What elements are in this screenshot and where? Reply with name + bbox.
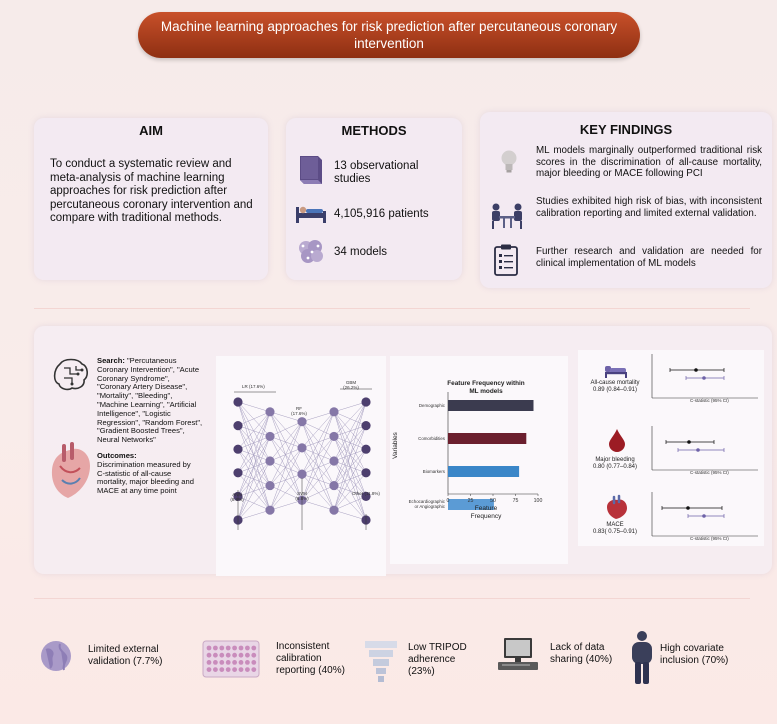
nn-node [297,470,306,479]
category-label: or Angiographic [414,504,445,509]
nn-edge [334,461,366,473]
plate-well [245,660,250,665]
nn-node [329,481,338,490]
search-label: Search: [97,356,125,365]
feature-chart-title: Feature Frequency within ML models [447,380,525,395]
nn-edge [238,449,270,461]
plate-well [226,646,231,651]
category-label: Comorbidities [418,436,445,441]
plate-well [213,667,218,672]
feature-chart-xlabel: Feature Frequency [470,505,502,520]
nn-edge [302,500,334,510]
plate-well [207,667,212,672]
nn-label-rf: RF (17.6%) [291,406,307,416]
key-findings-heading: KEY FINDINGS [579,122,673,137]
globe-icon [40,640,72,672]
x-tick-label: 100 [533,498,543,504]
plate-well [245,667,250,672]
plate-well [239,653,244,658]
mace-label: MACE [606,522,624,528]
outcomes-block [97,452,197,496]
nn-edge [302,422,334,437]
nn-label-svm: SVM (8.8%) [295,491,309,501]
nn-edge [270,412,302,500]
plate-well [207,660,212,665]
plate-well [213,660,218,665]
x-tick-label: 75 [512,498,519,504]
feature-chart-ylabel: Variables [391,432,399,459]
methods-card [286,118,462,280]
nn-edge [302,412,334,500]
nn-edge [302,412,334,474]
plate-well [213,646,218,651]
forest-point [702,514,706,518]
forest-axis-label-1: C-statistic (95% CI) [690,398,729,403]
nn-edge [270,448,302,461]
nn-label-other: Other (11.8%) [352,491,380,496]
plate-well [251,667,256,672]
mace-value: 0.83( 0.75–0.91) [592,529,638,536]
models-count: 34 models [334,246,388,258]
nn-node [233,445,242,454]
nn-node [329,407,338,416]
nn-edge [270,422,302,437]
plate-well [226,653,231,658]
nn-label-lr: LR (17.6%) [242,384,265,389]
aim-heading: AIM [139,123,163,138]
category-label: Echocardiographic [408,499,445,504]
nn-node [329,456,338,465]
nn-node [265,481,274,490]
x-tick-label: 25 [467,498,474,504]
well-plate-icon [202,640,260,678]
blood-drop-icon [608,428,626,452]
plate-well [207,646,212,651]
bed-icon [604,360,628,378]
limitation-5: High covariate inclusion (70%) [660,643,729,666]
forest-axis-label-3: C-statistic (95% CI) [690,536,729,541]
funnel-icon [364,640,398,684]
meeting-icon [488,202,526,230]
nn-node [361,445,370,454]
x-tick-label: 0 [446,498,450,504]
plate-well [239,646,244,651]
book-icon [296,154,326,186]
bleeding-label: Major bleeding [595,457,635,463]
nn-node [361,468,370,477]
nn-edge [270,461,302,474]
heart-organ-icon [606,496,628,520]
finding-3: Further research and validation are needed for clinical implementation of ML models [536,246,762,269]
nn-node [297,443,306,452]
feature-bar [448,400,534,411]
category-label: Biomarkers [422,469,445,474]
lightbulb-icon [500,150,518,174]
nn-node [233,468,242,477]
key-findings-card [480,112,772,288]
nn-node [329,432,338,441]
forest-point [687,440,691,444]
plate-well [213,653,218,658]
nn-edge [334,449,366,510]
limitation-2: Inconsistent calibration reporting (40%) [276,641,345,676]
mortality-value: 0.89 (0.84–0.91) [592,387,638,394]
nn-edge [334,412,366,473]
patients-count: 4,105,916 patients [334,208,429,220]
nn-edge [270,412,302,474]
plate-well [245,646,250,651]
finding-1: ML models marginally outperformed traditional risk scores in the discrimination of all-cause mortality, major bleeding or MACE following PCI [536,145,762,180]
plate-well [245,653,250,658]
nn-label-gbm: GBM (26.2%) [343,380,359,390]
limitation-4: Lack of data sharing (40%) [550,642,613,665]
feature-bar-chart [390,392,568,509]
nn-node [233,397,242,406]
plate-well [232,646,237,651]
nn-node [265,456,274,465]
brain-icon [296,238,326,266]
nn-edge [238,412,270,520]
finding-2: Studies exhibited high risk of bias, with inconsistent calibration reporting and limited external validation. [536,196,762,219]
plate-well [251,660,256,665]
forest-point [696,448,700,452]
page-title: Machine learning approaches for risk prediction after percutaneous coronary intervention [160,19,618,51]
plate-well [251,653,256,658]
limitation-3: Low TRIPOD adherence (23%) [408,642,467,677]
nn-edge [302,448,334,461]
nn-node [361,421,370,430]
nn-edge [302,461,334,474]
brain-circuit-icon [52,358,90,392]
forest-label-mace [584,522,646,537]
mortality-label: All-cause mortality [590,380,640,386]
forest-label-bleeding [584,457,646,472]
divider-bottom [34,598,750,599]
search-terms: "Percutaneous Coronary Intervention", "Acute Coronary Syndrome", "Coronary Artery Disease", "Mortality", "Bleeding", "Machine Learning", "Artificial Intelligence", "Logistic Regression", "Random Forest", "Gradient Boosted Trees", Neural Networks" [97,356,203,445]
bleeding-value: 0.80 (0.77–0.84) [592,464,638,471]
nn-node [265,506,274,515]
plate-well [226,667,231,672]
outcomes-label: Outcomes: [97,451,137,460]
nn-node [297,417,306,426]
plate-well [232,667,237,672]
forest-point [702,376,706,380]
plate-body [203,641,259,677]
plate-well [232,653,237,658]
forest-point [694,368,698,372]
nn-node [265,432,274,441]
plate-well [232,660,237,665]
computer-icon [494,636,542,676]
person-icon [628,630,656,686]
nn-node [265,407,274,416]
feature-bar [448,433,526,444]
aim-text: To conduct a systematic review and meta-analysis of machine learning approaches for risk prediction after percutaneous coronary intervention and compare with traditional methods. [50,158,253,224]
aim-card [34,118,268,280]
nn-label-ann: ANN (8.8%) [230,492,244,502]
patient-icon [294,201,328,225]
nn-node [329,506,338,515]
plate-well [219,646,224,651]
plate-well [207,653,212,658]
plate-well [219,653,224,658]
nn-edge [270,500,302,510]
plate-well [239,667,244,672]
feature-bar [448,466,519,477]
title-banner [138,12,640,58]
search-block [97,357,203,445]
plate-well [239,660,244,665]
forest-label-mortality [584,380,646,395]
nn-edge [238,412,270,473]
divider-top [34,308,750,309]
plate-well [219,660,224,665]
category-label: Demographic [418,403,445,408]
outcomes-text: Discrimination measured by C-statistic of all-cause mortality, major bleeding and MACE at any time point [97,459,194,496]
plate-well [226,660,231,665]
nn-node [233,421,242,430]
heart-icon [48,444,94,500]
studies-count: 13 observational studies [334,160,419,185]
nn-node [361,397,370,406]
forest-point [686,506,690,510]
limitation-1: Limited external validation (7.7%) [88,644,163,667]
clipboard-icon [494,244,518,276]
forest-axis-label-2: C-statistic (95% CI) [690,470,729,475]
x-tick-label: 50 [490,498,496,504]
plate-well [219,667,224,672]
plate-well [251,646,256,651]
methods-heading: METHODS [341,123,407,138]
